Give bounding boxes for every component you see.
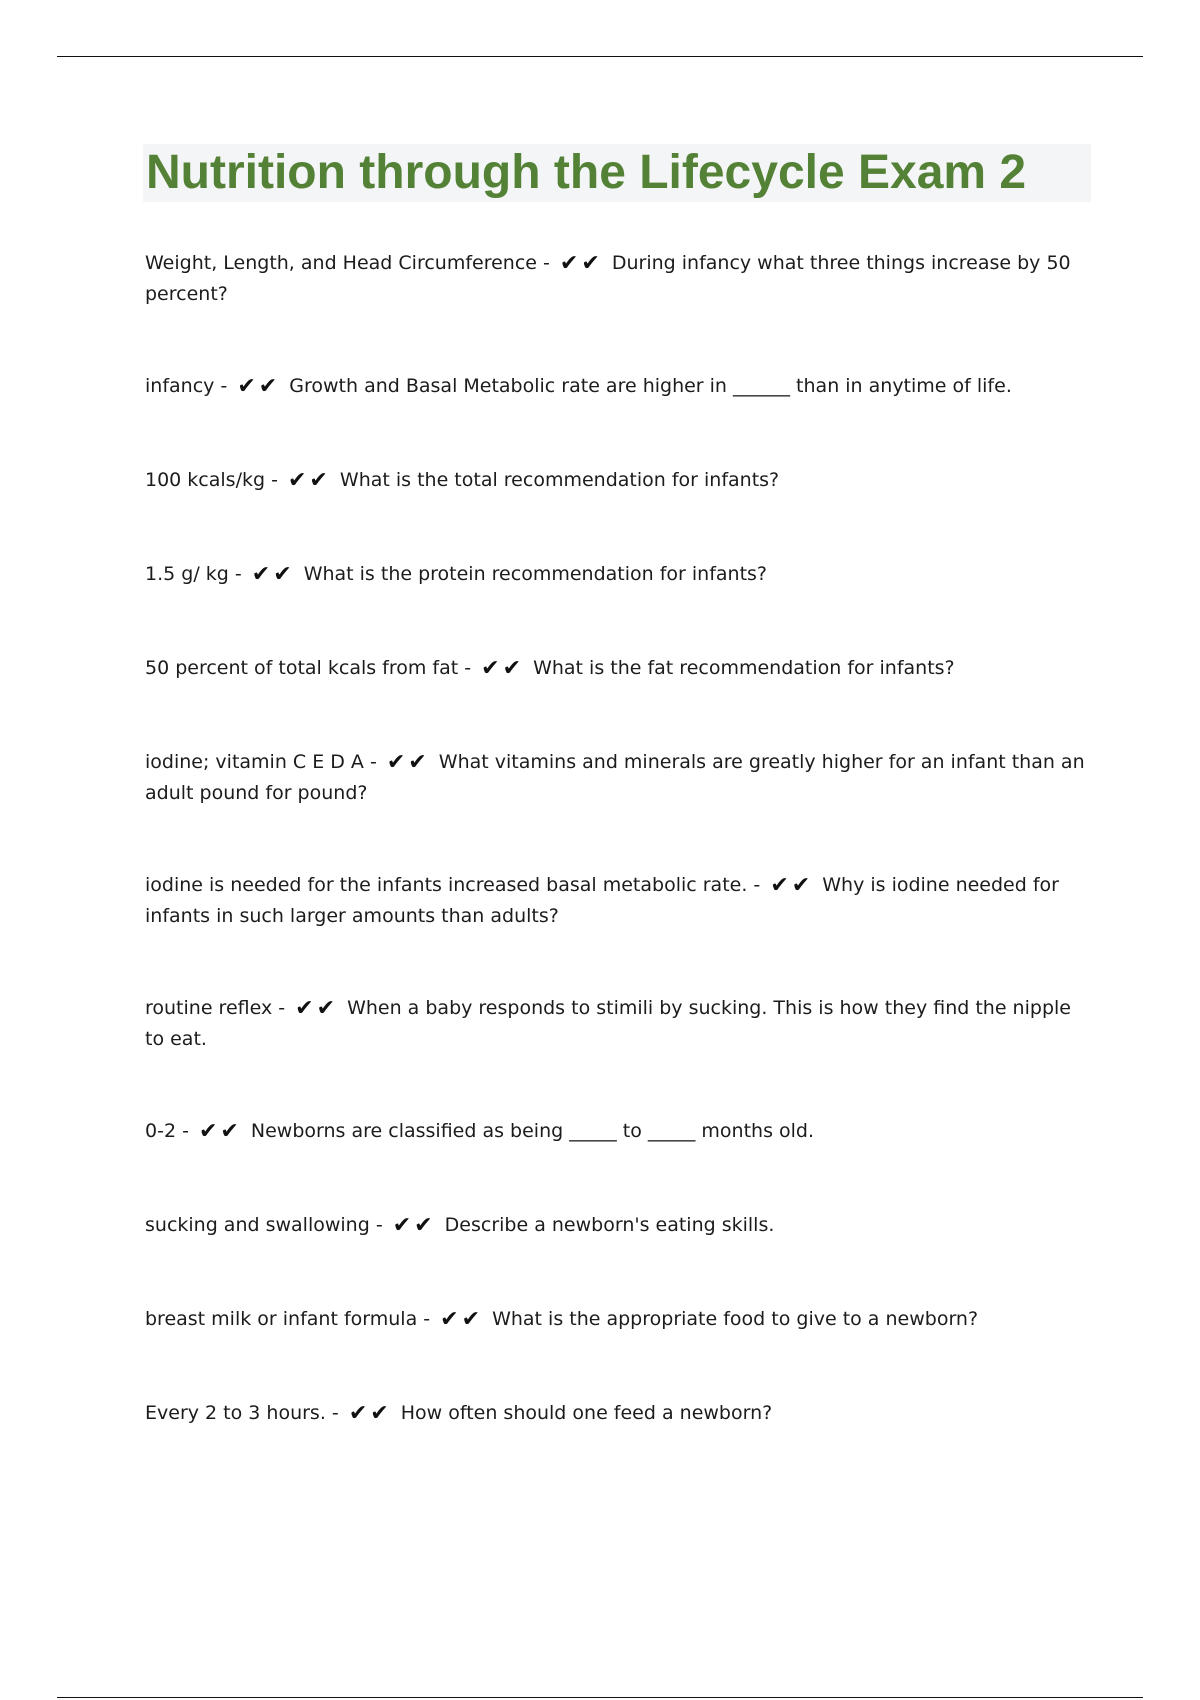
flashcard-item: [145, 1116, 1095, 1210]
double-checkmark-icon: ✔✔: [237, 374, 281, 399]
flashcard-item: [145, 371, 1095, 465]
card-answer: sucking and swallowing -: [145, 1214, 383, 1236]
card-answer: breast milk or infant formula -: [145, 1308, 431, 1330]
card-answer: Weight, Length, and Head Circumference -: [145, 252, 550, 274]
card-answer: infancy -: [145, 375, 228, 397]
double-checkmark-icon: ✔✔: [392, 1213, 436, 1238]
double-checkmark-icon: ✔✔: [559, 251, 603, 276]
double-checkmark-icon: ✔✔: [251, 562, 295, 587]
flashcard-item: [145, 747, 1095, 870]
flashcard-list: [145, 248, 1095, 1492]
top-rule: [57, 56, 1143, 57]
flashcard-item: [145, 1304, 1095, 1398]
flashcard-item: [145, 870, 1095, 993]
card-answer: iodine is needed for the infants increased basal metabolic rate. -: [145, 874, 761, 896]
card-question: What vitamins and minerals are greatly higher for an infant than an adult pound for pound?: [145, 751, 1085, 804]
card-answer: Every 2 to 3 hours. -: [145, 1402, 339, 1424]
card-question: How often should one feed a newborn?: [400, 1402, 773, 1424]
flashcard-item: [145, 1210, 1095, 1304]
double-checkmark-icon: ✔✔: [198, 1119, 242, 1144]
double-checkmark-icon: ✔✔: [770, 873, 814, 898]
double-checkmark-icon: ✔✔: [348, 1401, 392, 1426]
flashcard-item: [145, 465, 1095, 559]
card-question: What is the appropriate food to give to a newborn?: [492, 1308, 979, 1330]
double-checkmark-icon: ✔✔: [386, 750, 430, 775]
double-checkmark-icon: ✔✔: [440, 1307, 484, 1332]
card-answer: 100 kcals/kg -: [145, 469, 278, 491]
card-answer: 0-2 -: [145, 1120, 189, 1142]
card-question: Newborns are classified as being _____ to _____ months old.: [250, 1120, 815, 1142]
card-question: What is the fat recommendation for infants?: [533, 657, 955, 679]
flashcard-item: [145, 1398, 1095, 1492]
double-checkmark-icon: ✔✔: [481, 656, 525, 681]
flashcard-item: [145, 653, 1095, 747]
bottom-rule: [57, 1697, 1143, 1698]
card-answer: 50 percent of total kcals from fat -: [145, 657, 472, 679]
double-checkmark-icon: ✔✔: [295, 996, 339, 1021]
page-title: Nutrition through the Lifecycle Exam 2: [146, 146, 1027, 199]
card-question: What is the protein recommendation for infants?: [303, 563, 767, 585]
card-question: What is the total recommendation for infants?: [339, 469, 780, 491]
flashcard-item: [145, 993, 1095, 1116]
card-question: Growth and Basal Metabolic rate are higher in ______ than in anytime of life.: [289, 375, 1012, 397]
card-question: During infancy what three things increase by 50 percent?: [145, 252, 1071, 305]
flashcard-item: [145, 248, 1095, 371]
card-question: Describe a newborn's eating skills.: [444, 1214, 775, 1236]
card-answer: 1.5 g/ kg -: [145, 563, 242, 585]
card-question: When a baby responds to stimili by sucking. This is how they find the nipple to eat.: [145, 997, 1071, 1050]
flashcard-item: [145, 559, 1095, 653]
card-answer: routine reflex -: [145, 997, 286, 1019]
card-question: Why is iodine needed for infants in such larger amounts than adults?: [145, 874, 1059, 927]
double-checkmark-icon: ✔✔: [287, 468, 331, 493]
card-answer: iodine; vitamin C E D A -: [145, 751, 377, 773]
